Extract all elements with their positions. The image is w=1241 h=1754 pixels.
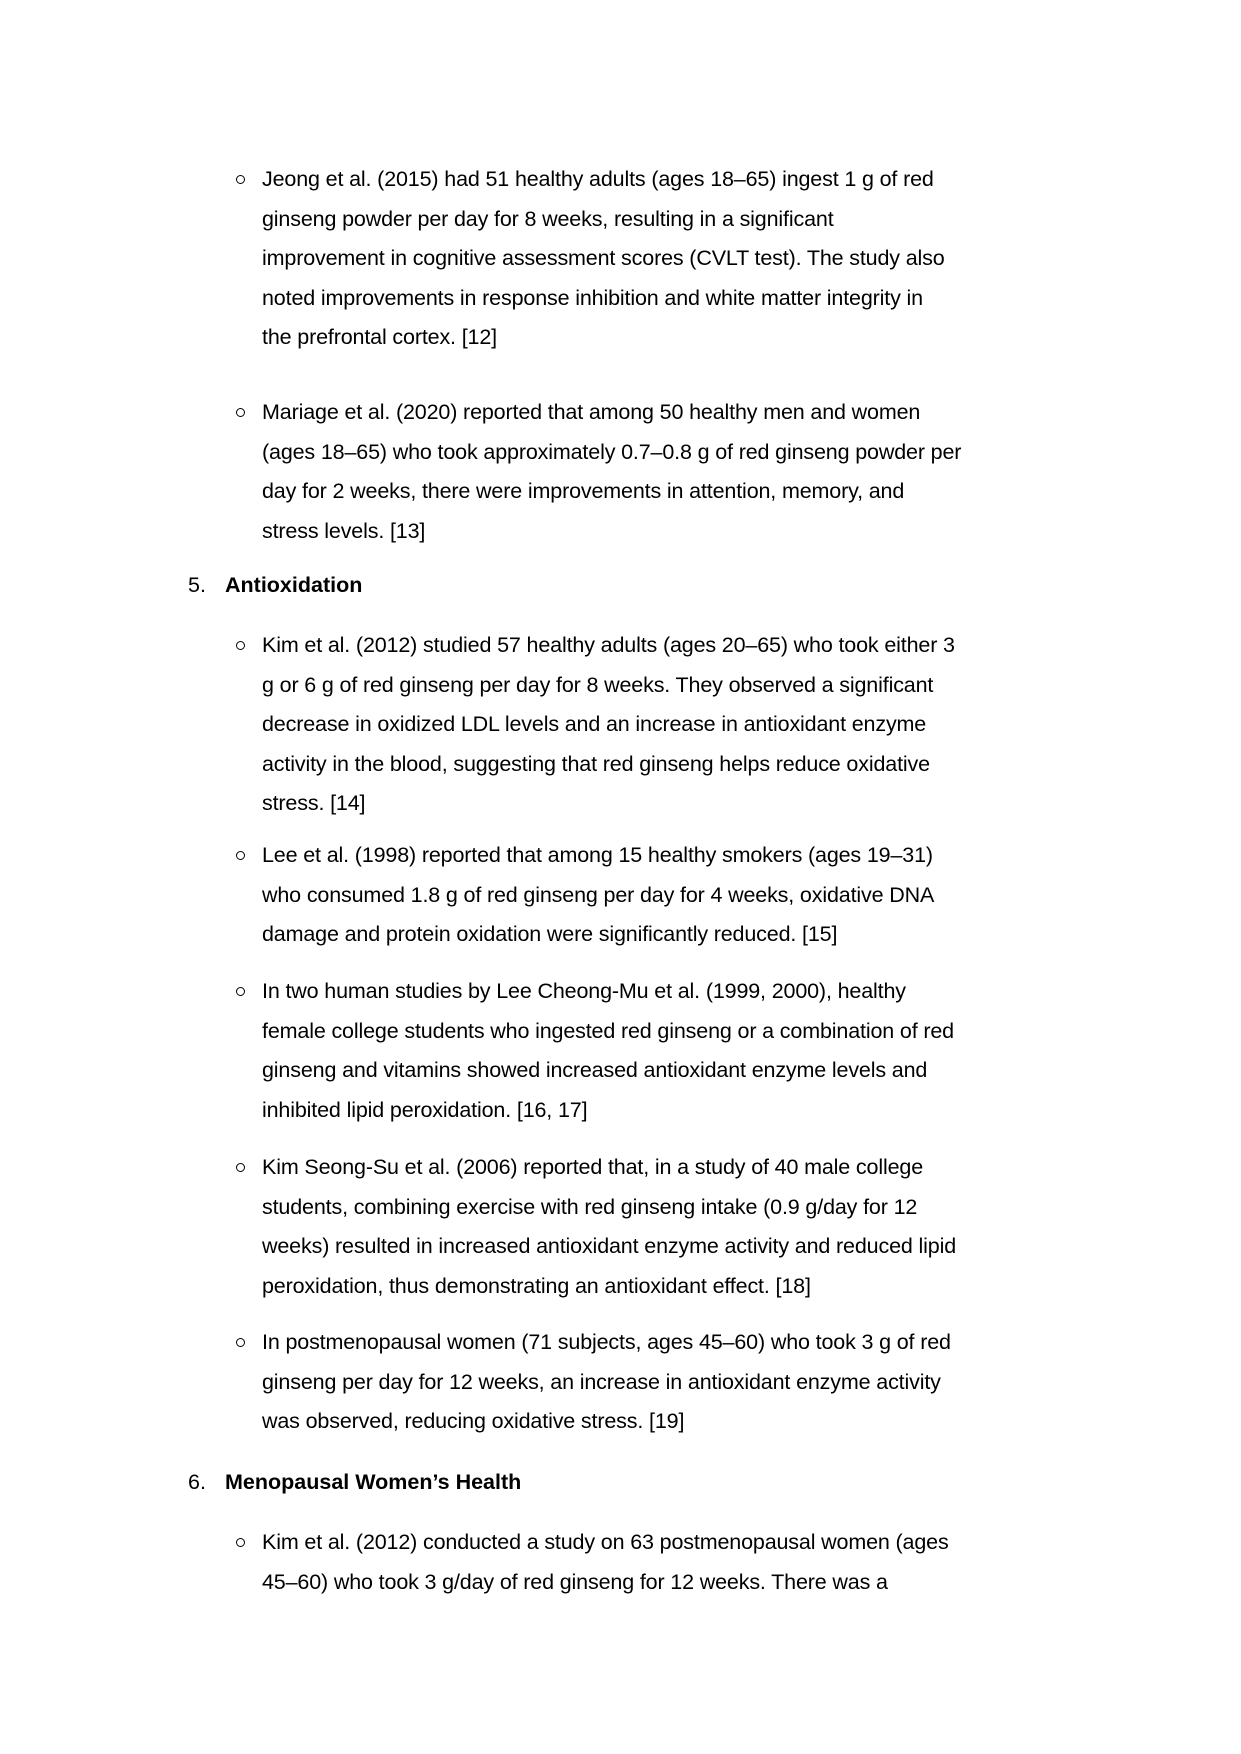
list-item-jeong-2015 xyxy=(262,160,1097,358)
text-line: Mariage et al. (2020) reported that among 50 healthy men and women xyxy=(262,400,921,424)
hollow-bullet-icon xyxy=(236,836,245,876)
text-line: stress. [14] xyxy=(262,791,366,815)
text-line: Kim et al. (2012) studied 57 healthy adults (ages 20–65) who took either 3 xyxy=(262,633,955,657)
text-line: ginseng and vitamins showed increased antioxidant enzyme levels and xyxy=(262,1058,928,1082)
text-line: Lee et al. (1998) reported that among 15 healthy smokers (ages 19–31) xyxy=(262,843,933,867)
hollow-bullet-icon xyxy=(236,626,245,666)
text-line: weeks) resulted in increased antioxidant enzyme activity and reduced lipid xyxy=(262,1234,957,1258)
text-line: 45–60) who took 3 g/day of red ginseng for 12 weeks. There was a xyxy=(262,1569,888,1594)
text-line: who consumed 1.8 g of red ginseng per day for 4 weeks, oxidative DNA xyxy=(262,882,935,907)
text-line: noted improvements in response inhibition and white matter integrity in xyxy=(262,285,923,310)
section-number: 5. xyxy=(188,573,206,597)
list-item-postmenopausal-71 xyxy=(262,1323,1097,1442)
text-line: students, combining exercise with red ginseng intake (0.9 g/day for 12 xyxy=(262,1194,918,1219)
text-line: female college students who ingested red ginseng or a combination of red xyxy=(262,1018,954,1043)
list-item-kim-2012-menopause xyxy=(262,1523,1097,1602)
text-line: was observed, reducing oxidative stress. [19] xyxy=(262,1409,685,1433)
section-heading-menopausal-health xyxy=(188,1467,521,1497)
list-item-text xyxy=(262,836,1097,955)
hollow-bullet-icon xyxy=(236,1323,245,1363)
text-line: stress levels. [13] xyxy=(262,518,426,543)
hollow-bullet-icon xyxy=(236,972,245,1012)
section-title: Antioxidation xyxy=(225,573,363,597)
text-line: improvement in cognitive assessment scores (CVLT test). The study also xyxy=(262,246,945,270)
hollow-bullet-icon xyxy=(236,393,245,433)
text-line: In postmenopausal women (71 subjects, ages 45–60) who took 3 g of red xyxy=(262,1330,951,1354)
section-title: Menopausal Women’s Health xyxy=(225,1470,522,1494)
list-item-text xyxy=(262,160,1097,358)
text-line: decrease in oxidized LDL levels and an increase in antioxidant enzyme xyxy=(262,712,927,736)
text-line: damage and protein oxidation were significantly reduced. [15] xyxy=(262,922,838,946)
hollow-bullet-icon xyxy=(236,1523,245,1563)
text-line: Kim et al. (2012) conducted a study on 63 postmenopausal women (ages xyxy=(262,1530,949,1554)
list-item-lee-cheong-mu xyxy=(262,972,1097,1130)
text-line: (ages 18–65) who took approximately 0.7–0.8 g of red ginseng powder per xyxy=(262,439,962,464)
text-line: In two human studies by Lee Cheong-Mu et al. (1999, 2000), healthy xyxy=(262,979,906,1003)
list-item-text xyxy=(262,1523,1097,1602)
text-line: ginseng per day for 12 weeks, an increase in antioxidant enzyme activity xyxy=(262,1369,941,1394)
list-item-text xyxy=(262,393,1097,551)
list-item-text xyxy=(262,1148,1097,1306)
list-item-text xyxy=(262,1323,1097,1442)
text-line: the prefrontal cortex. [12] xyxy=(262,325,497,349)
text-line: ginseng powder per day for 8 weeks, resulting in a significant xyxy=(262,206,834,231)
section-heading-antioxidation xyxy=(188,570,362,600)
list-item-text xyxy=(262,626,1097,824)
text-line: Jeong et al. (2015) had 51 healthy adults (ages 18–65) ingest 1 g of red xyxy=(262,167,934,191)
hollow-bullet-icon xyxy=(236,1148,245,1188)
text-line: g or 6 g of red ginseng per day for 8 weeks. They observed a significant xyxy=(262,672,934,697)
text-line: inhibited lipid peroxidation. [16, 17] xyxy=(262,1097,588,1122)
list-item-mariage-2020 xyxy=(262,393,1097,551)
text-line: peroxidation, thus demonstrating an antioxidant effect. [18] xyxy=(262,1273,811,1298)
hollow-bullet-icon xyxy=(236,160,245,200)
list-item-lee-1998 xyxy=(262,836,1097,955)
text-line: Kim Seong-Su et al. (2006) reported that, in a study of 40 male college xyxy=(262,1155,924,1179)
list-item-kim-seong-su-2006 xyxy=(262,1148,1097,1306)
text-line: day for 2 weeks, there were improvements in attention, memory, and xyxy=(262,479,905,503)
text-line: activity in the blood, suggesting that red ginseng helps reduce oxidative xyxy=(262,751,930,776)
section-number: 6. xyxy=(188,1470,206,1494)
list-item-text xyxy=(262,972,1097,1130)
list-item-kim-2012-antioxidation xyxy=(262,626,1097,824)
